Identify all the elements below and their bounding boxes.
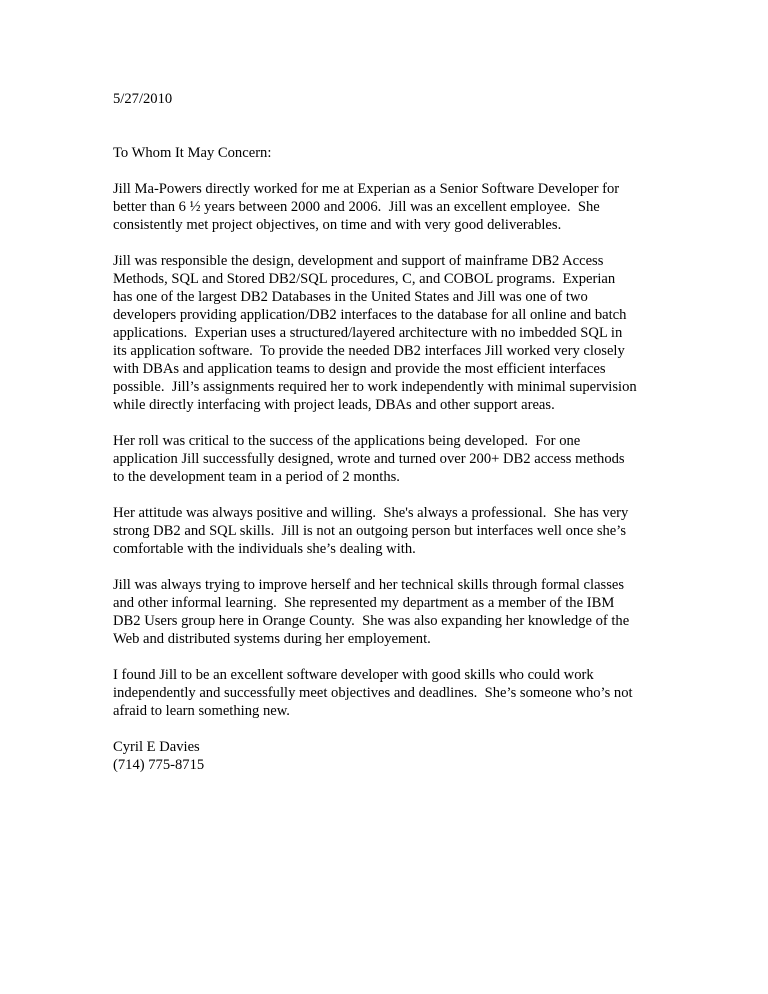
paragraph-employment-summary <box>113 180 713 234</box>
paragraph-line: possible. Jill’s assignments required her to work independently with minimal supervision <box>113 379 637 395</box>
paragraph-line: Methods, SQL and Stored DB2/SQL procedures, C, and COBOL programs. Experian <box>113 271 616 287</box>
spacer <box>113 558 713 576</box>
spacer <box>113 234 713 252</box>
paragraph-attitude <box>113 504 713 558</box>
spacer <box>113 720 713 738</box>
paragraph-line: afraid to learn something new. <box>113 703 290 719</box>
spacer <box>113 414 713 432</box>
paragraph-conclusion <box>113 666 713 720</box>
paragraph-line: applications. Experian uses a structured/layered architecture with no imbedded SQL in <box>113 325 623 341</box>
paragraph-line: Her attitude was always positive and willing. She's always a professional. She has very <box>113 505 629 521</box>
spacer <box>113 486 713 504</box>
paragraph-line: consistently met project objectives, on time and with very good deliverables. <box>113 217 562 233</box>
paragraph-line: has one of the largest DB2 Databases in the United States and Jill was one of two <box>113 289 588 305</box>
spacer <box>113 648 713 666</box>
paragraph-line: independently and successfully meet objectives and deadlines. She’s someone who’s not <box>113 685 633 701</box>
paragraph-line: developers providing application/DB2 interfaces to the database for all online and batch <box>113 307 627 323</box>
paragraph-line: and other informal learning. She represented my department as a member of the IBM <box>113 595 615 611</box>
signature-phone: (714) 775-8715 <box>113 757 205 773</box>
salutation: To Whom It May Concern: <box>113 145 272 161</box>
spacer <box>113 108 713 144</box>
paragraph-line: strong DB2 and SQL skills. Jill is not an outgoing person but interfaces well once she’s <box>113 523 627 539</box>
paragraph-line: better than 6 ½ years between 2000 and 2006. Jill was an excellent employee. She <box>113 199 600 215</box>
paragraph-line: Jill Ma-Powers directly worked for me at Experian as a Senior Software Developer for <box>113 181 620 197</box>
paragraph-line: its application software. To provide the needed DB2 interfaces Jill worked very closely <box>113 343 625 359</box>
paragraph-learning <box>113 576 713 648</box>
paragraph-line: Web and distributed systems during her employement. <box>113 631 431 647</box>
paragraph-role <box>113 432 713 486</box>
paragraph-line: comfortable with the individuals she’s dealing with. <box>113 541 416 557</box>
paragraph-line: Jill was responsible the design, development and support of mainframe DB2 Access <box>113 253 604 269</box>
paragraph-line: application Jill successfully designed, wrote and turned over 200+ DB2 access methods <box>113 451 625 467</box>
signature-name: Cyril E Davies <box>113 739 200 755</box>
paragraph-line: with DBAs and application teams to design and provide the most efficient interfaces <box>113 361 606 377</box>
letter-date: 5/27/2010 <box>113 91 173 107</box>
spacer <box>113 162 713 180</box>
paragraph-line: Jill was always trying to improve herself and her technical skills through formal classes <box>113 577 625 593</box>
paragraph-responsibilities <box>113 252 713 414</box>
paragraph-line: Her roll was critical to the success of the applications being developed. For one <box>113 433 581 449</box>
letter-body <box>113 90 713 774</box>
paragraph-line: I found Jill to be an excellent software developer with good skills who could work <box>113 667 594 683</box>
paragraph-line: to the development team in a period of 2 months. <box>113 469 400 485</box>
signature-block <box>113 738 713 774</box>
paragraph-line: DB2 Users group here in Orange County. She was also expanding her knowledge of the <box>113 613 630 629</box>
paragraph-line: while directly interfacing with project leads, DBAs and other support areas. <box>113 397 555 413</box>
